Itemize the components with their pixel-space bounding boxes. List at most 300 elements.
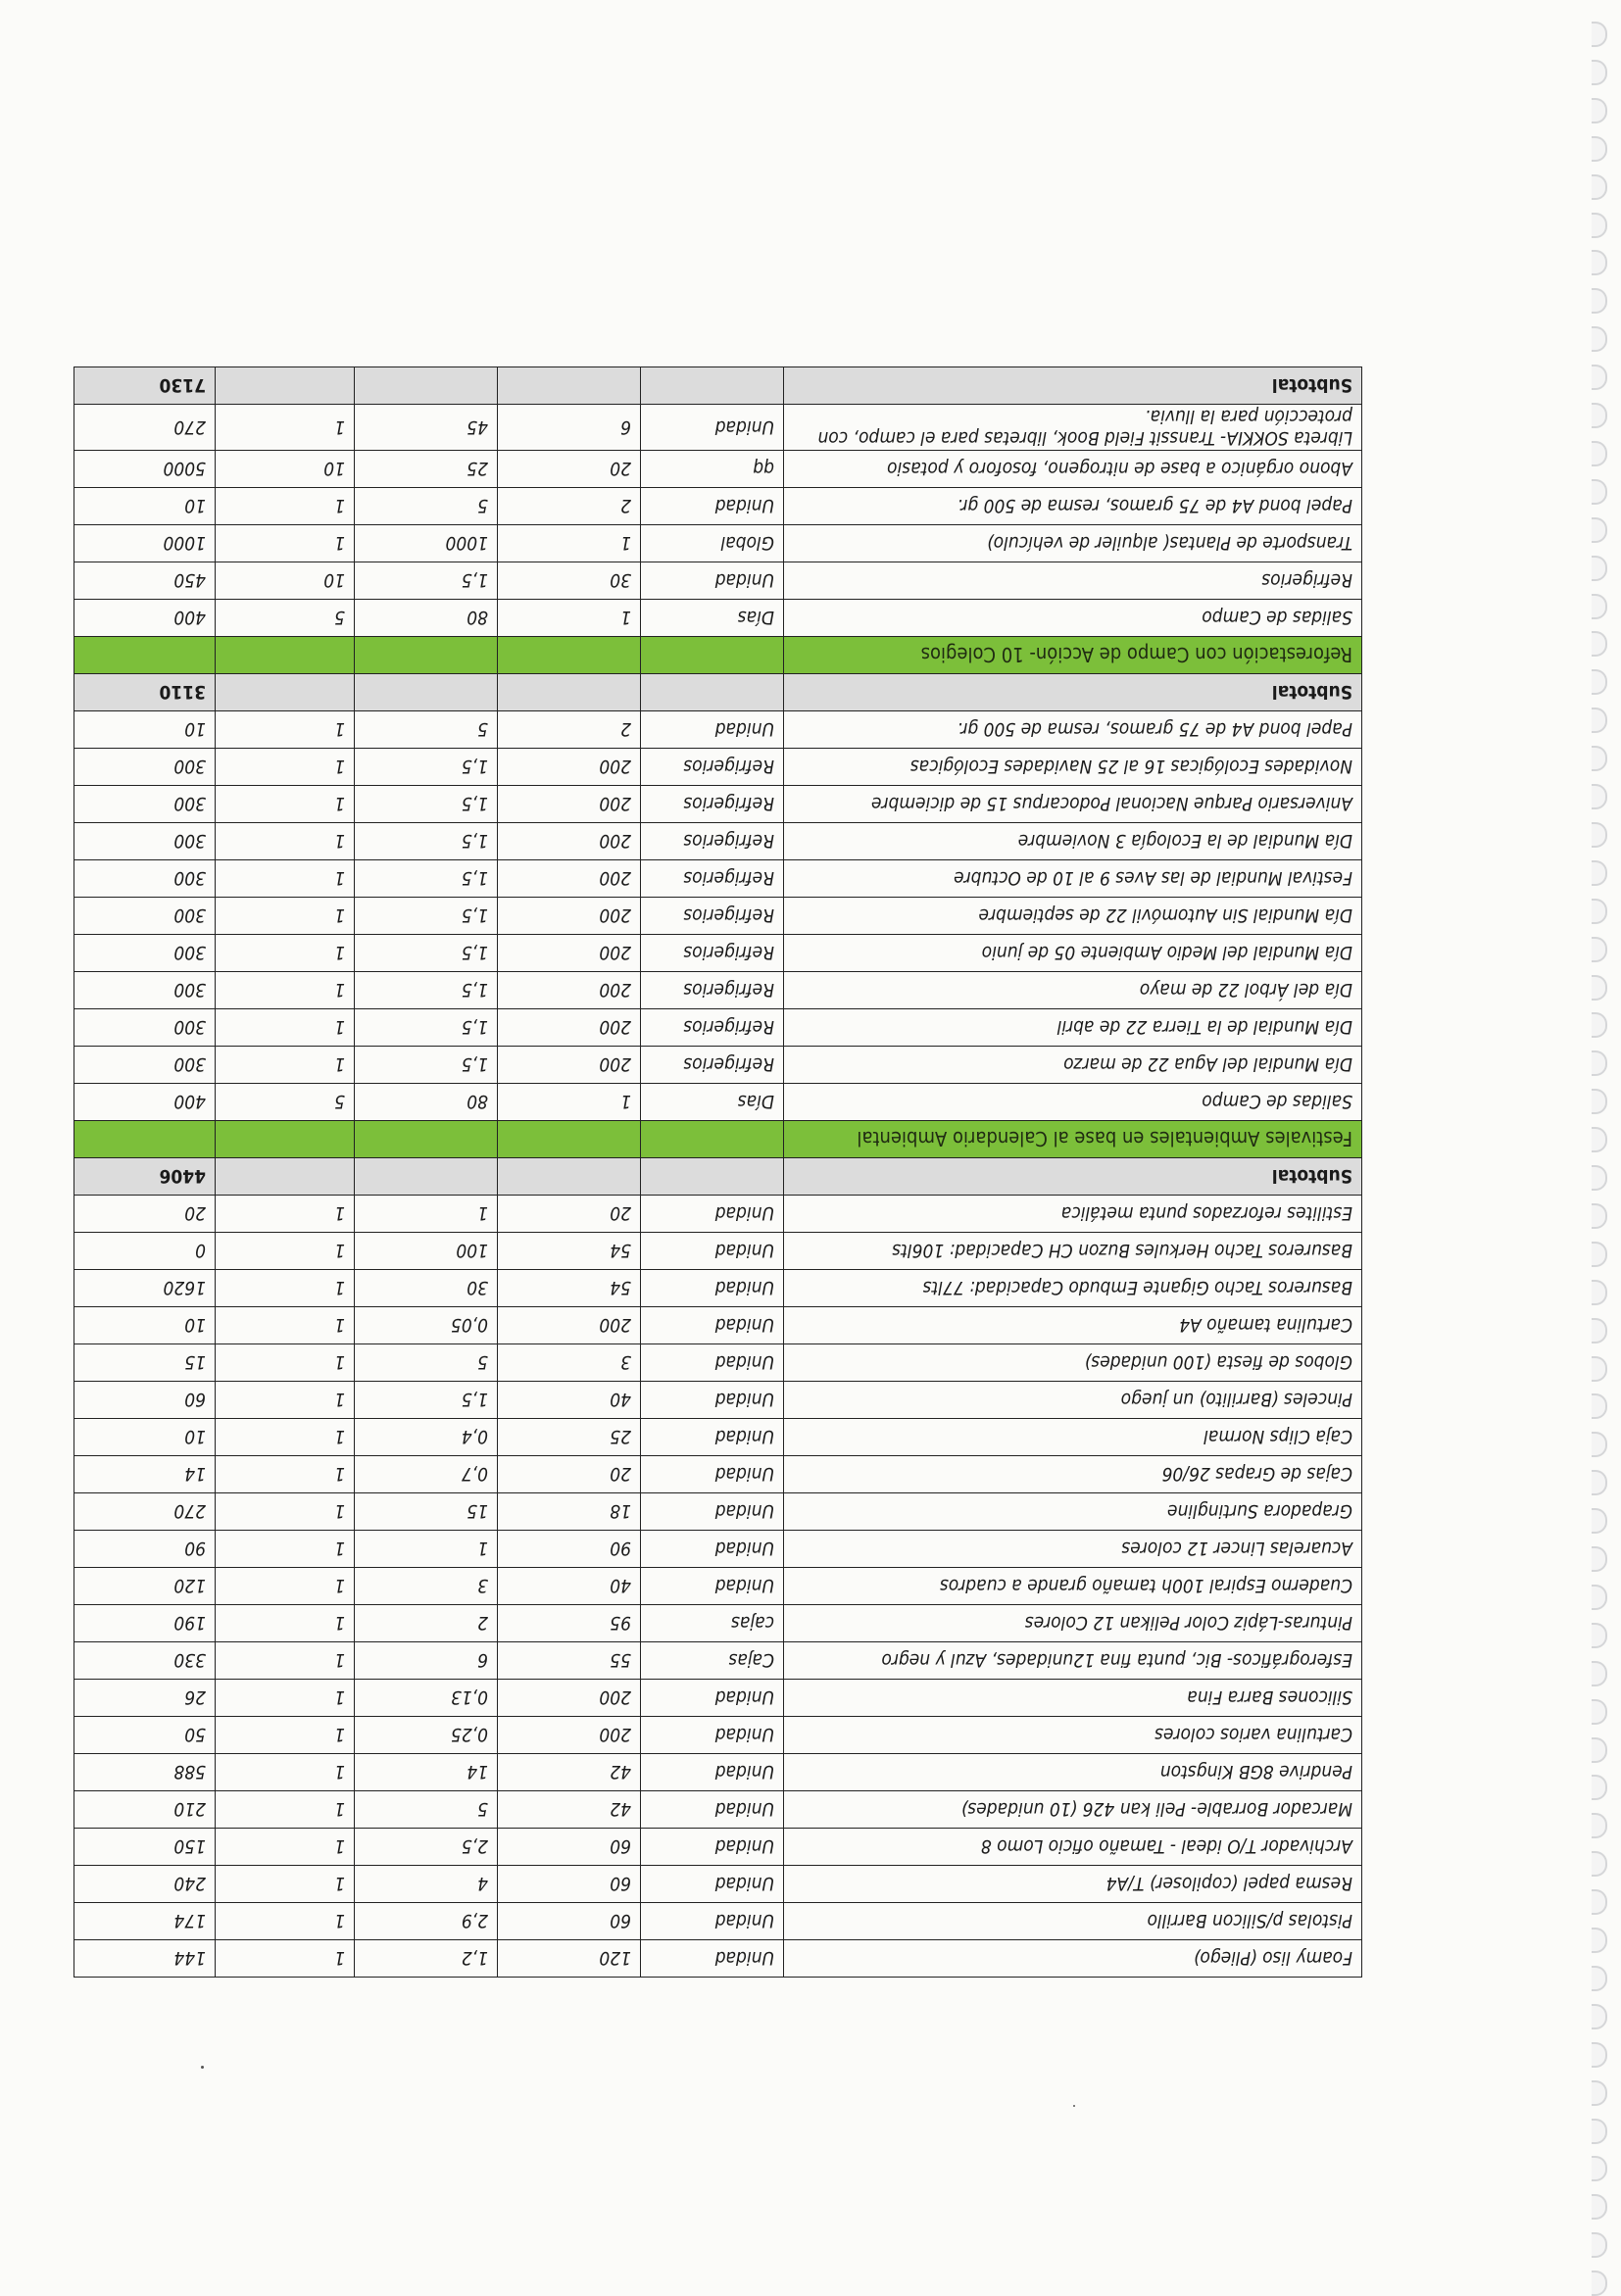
table-row: [74, 898, 1362, 935]
binder-hole: [1592, 1432, 1607, 1457]
cell-price: 15: [355, 1493, 498, 1531]
cell-price: 2,5: [355, 1829, 498, 1866]
subtotal-blank: [216, 1158, 355, 1196]
cell-unit: Unidad: [641, 1196, 784, 1233]
cell-unit: Cajas: [641, 1642, 784, 1680]
table-row: [74, 1754, 1362, 1791]
cell-qty: 200: [498, 1307, 641, 1344]
cell-price: 5: [355, 1791, 498, 1829]
cell-price: 1: [355, 1196, 498, 1233]
subtotal-blank: [216, 367, 355, 405]
subtotal-blank: [498, 1158, 641, 1196]
binder-hole: [1592, 1889, 1607, 1915]
cell-qty: 1: [498, 525, 641, 562]
cell-total: 0: [74, 1233, 216, 1270]
cell-desc: Transporte de Plantas( alquiler de vehículo): [784, 525, 1362, 562]
cell-price: 2,9: [355, 1903, 498, 1940]
cell-times: 1: [216, 1791, 355, 1829]
binder-hole: [1592, 556, 1607, 581]
subtotal-value: 3110: [74, 674, 216, 711]
subtotal-blank: [355, 674, 498, 711]
cell-desc: Estilites reforzados punta metálica: [784, 1196, 1362, 1233]
cell-unit: Unidad: [641, 562, 784, 600]
cell-unit: Refrigerios: [641, 823, 784, 860]
cell-desc: Esferográficos- Bic, punta fina 12unidades, Azul y negro: [784, 1642, 1362, 1680]
cell-unit: Unidad: [641, 1344, 784, 1382]
cell-price: 1000: [355, 525, 498, 562]
cell-qty: 200: [498, 1717, 641, 1754]
cell-desc: Papel bond A4 de 75 gramos, resma de 500 gr.: [784, 711, 1362, 749]
binder-hole: [1592, 479, 1607, 505]
cell-unit: Unidad: [641, 1531, 784, 1568]
cell-desc: Cuaderno Espiral 100h tamaño grande a cuadros: [784, 1568, 1362, 1605]
table-row: [74, 1866, 1362, 1903]
cell-total: 588: [74, 1754, 216, 1791]
cell-qty: 200: [498, 1009, 641, 1047]
binder-hole: [1592, 1089, 1607, 1114]
section-header-fill: [355, 637, 498, 674]
cell-qty: 54: [498, 1270, 641, 1307]
cell-price: 1,5: [355, 860, 498, 898]
subtotal-row: [74, 367, 1362, 405]
cell-unit: Refrigerios: [641, 786, 784, 823]
binder-hole: [1592, 784, 1607, 809]
cell-total: 120: [74, 1568, 216, 1605]
cell-desc: Papel bond A4 de 75 gramos, resma de 500 gr.: [784, 488, 1362, 525]
cell-price: 100: [355, 1233, 498, 1270]
binder-hole: [1592, 1661, 1607, 1686]
binder-hole: [1592, 1508, 1607, 1534]
cell-times: 10: [216, 451, 355, 488]
cell-qty: 18: [498, 1493, 641, 1531]
cell-total: 20: [74, 1196, 216, 1233]
cell-desc: Pinturas-Lápiz Color Pelikan 12 Colores: [784, 1605, 1362, 1642]
cell-price: 1,5: [355, 823, 498, 860]
subtotal-blank: [355, 1158, 498, 1196]
table-row: [74, 1903, 1362, 1940]
binder-hole: [1592, 1928, 1607, 1953]
cell-times: 1: [216, 1903, 355, 1940]
cell-qty: 40: [498, 1568, 641, 1605]
table-row: [74, 935, 1362, 972]
binder-hole: [1592, 22, 1607, 47]
cell-total: 10: [74, 1307, 216, 1344]
cell-total: 5000: [74, 451, 216, 488]
cell-desc: Foamy liso (Pliego): [784, 1940, 1362, 1978]
cell-times: 1: [216, 488, 355, 525]
binder-hole: [1592, 136, 1607, 162]
cell-total: 300: [74, 1047, 216, 1084]
cell-times: 1: [216, 1568, 355, 1605]
section-header-row: [74, 1121, 1362, 1158]
cell-unit: Unidad: [641, 1866, 784, 1903]
cell-desc: Día del Árbol 22 de mayo: [784, 972, 1362, 1009]
cell-unit: Unidad: [641, 1680, 784, 1717]
cell-total: 300: [74, 749, 216, 786]
cell-unit: Unidad: [641, 1419, 784, 1456]
section-header-fill: [498, 1121, 641, 1158]
cell-price: 1,5: [355, 972, 498, 1009]
cell-times: 1: [216, 1531, 355, 1568]
cell-desc: Caja Clips Normal: [784, 1419, 1362, 1456]
binder-hole: [1592, 2156, 1607, 2181]
cell-unit: Unidad: [641, 1903, 784, 1940]
cell-desc: Aniversario Parque Nacional Podocarpus 15 de diciembre: [784, 786, 1362, 823]
cell-times: 1: [216, 1419, 355, 1456]
binder-hole: [1592, 746, 1607, 771]
cell-desc: Día Mundial Sin Automóvil 22 de septiembre: [784, 898, 1362, 935]
subtotal-blank: [216, 674, 355, 711]
cell-times: 1: [216, 1047, 355, 1084]
subtotal-blank: [498, 367, 641, 405]
table-row: [74, 562, 1362, 600]
cell-times: 1: [216, 1829, 355, 1866]
cell-times: 1: [216, 1382, 355, 1419]
cell-qty: 40: [498, 1382, 641, 1419]
cell-price: 1: [355, 1531, 498, 1568]
cell-desc: Basureros Tacho Gigante Embudo Capacidad: 77lts: [784, 1270, 1362, 1307]
cell-qty: 200: [498, 823, 641, 860]
cell-qty: 200: [498, 860, 641, 898]
binder-hole: [1592, 822, 1607, 848]
binder-hole: [1592, 594, 1607, 619]
binder-hole: [1592, 975, 1607, 1001]
cell-desc: Día Mundial de la Tierra 22 de abril: [784, 1009, 1362, 1047]
table-row: [74, 1642, 1362, 1680]
table-row: [74, 1680, 1362, 1717]
table-row: [74, 1791, 1362, 1829]
cell-times: 1: [216, 1233, 355, 1270]
cell-desc: Grapadora Surtingline: [784, 1493, 1362, 1531]
section-header-fill: [498, 637, 641, 674]
table-row: [74, 786, 1362, 823]
table-row: [74, 1344, 1362, 1382]
cell-times: 1: [216, 1196, 355, 1233]
section-header-fill: [355, 1121, 498, 1158]
cell-unit: Refrigerios: [641, 1009, 784, 1047]
cell-unit: Unidad: [641, 711, 784, 749]
cell-qty: 42: [498, 1791, 641, 1829]
cell-desc: Festival Mundial de las Aves 9 al 10 de Octubre: [784, 860, 1362, 898]
section-header-fill: [216, 1121, 355, 1158]
cell-total: 15: [74, 1344, 216, 1382]
cell-qty: 200: [498, 1680, 641, 1717]
table-row: [74, 1531, 1362, 1568]
cell-unit: Unidad: [641, 1568, 784, 1605]
cell-times: 1: [216, 1680, 355, 1717]
cell-unit: Unidad: [641, 1754, 784, 1791]
cell-desc: Cartulina tamaño A4: [784, 1307, 1362, 1344]
section-header-fill: [216, 637, 355, 674]
paper-speck: [201, 2066, 204, 2069]
cell-times: 1: [216, 711, 355, 749]
cell-qty: 20: [498, 1456, 641, 1493]
cell-total: 240: [74, 1866, 216, 1903]
cell-times: 1: [216, 1456, 355, 1493]
subtotal-label: Subtotal: [784, 674, 1362, 711]
cell-price: 80: [355, 600, 498, 637]
binder-hole: [1592, 288, 1607, 314]
section-header-fill: [641, 1121, 784, 1158]
cell-price: 1,5: [355, 1009, 498, 1047]
cell-price: 0,7: [355, 1456, 498, 1493]
cell-times: 1: [216, 1754, 355, 1791]
table-row: [74, 1717, 1362, 1754]
section-header-fill: [74, 1121, 216, 1158]
cell-total: 10: [74, 711, 216, 749]
subtotal-label: Subtotal: [784, 1158, 1362, 1196]
cell-total: 1000: [74, 525, 216, 562]
subtotal-blank: [498, 674, 641, 711]
cell-total: 270: [74, 1493, 216, 1531]
cell-times: 1: [216, 1307, 355, 1344]
binder-hole: [1592, 98, 1607, 123]
table-row: [74, 1270, 1362, 1307]
cell-unit: Unidad: [641, 1493, 784, 1531]
section-title: Festivales Ambientales en base al Calendario Ambiental: [784, 1121, 1362, 1158]
cell-times: 1: [216, 1493, 355, 1531]
cell-qty: 200: [498, 898, 641, 935]
binder-hole: [1592, 708, 1607, 733]
cell-total: 26: [74, 1680, 216, 1717]
cell-qty: 95: [498, 1605, 641, 1642]
cell-total: 300: [74, 860, 216, 898]
binder-hole: [1592, 1470, 1607, 1495]
cell-times: 1: [216, 935, 355, 972]
budget-sheet: [74, 250, 1362, 1978]
binder-hole: [1592, 441, 1607, 466]
cell-desc: Marcador Borrable- Peli kan 426 (10 unidades): [784, 1791, 1362, 1829]
binder-hole: [1592, 669, 1607, 695]
binder-hole: [1592, 403, 1607, 428]
cell-total: 300: [74, 972, 216, 1009]
table-row: [74, 1568, 1362, 1605]
cell-unit: Unidad: [641, 1307, 784, 1344]
cell-price: 1,5: [355, 898, 498, 935]
cell-desc: Cajas de Grapas 26/06: [784, 1456, 1362, 1493]
table-row: [74, 1829, 1362, 1866]
table-row: [74, 1047, 1362, 1084]
cell-unit: Unidad: [641, 1829, 784, 1866]
cell-times: 1: [216, 1940, 355, 1978]
cell-unit: Refrigerios: [641, 1047, 784, 1084]
cell-qty: 60: [498, 1829, 641, 1866]
cell-price: 1,5: [355, 1047, 498, 1084]
binder-hole: [1592, 2004, 1607, 2029]
table-row: [74, 451, 1362, 488]
cell-total: 10: [74, 488, 216, 525]
cell-unit: Días: [641, 1084, 784, 1121]
binder-hole: [1592, 2119, 1607, 2144]
binder-hole: [1592, 326, 1607, 352]
cell-total: 10: [74, 1419, 216, 1456]
cell-times: 10: [216, 562, 355, 600]
subtotal-label: Subtotal: [784, 367, 1362, 405]
binder-hole: [1592, 860, 1607, 886]
cell-qty: 42: [498, 1754, 641, 1791]
cell-unit: Unidad: [641, 1791, 784, 1829]
binder-hole: [1592, 1546, 1607, 1572]
cell-times: 1: [216, 823, 355, 860]
binder-hole: [1592, 1012, 1607, 1038]
cell-qty: 1: [498, 1084, 641, 1121]
binder-hole: [1592, 365, 1607, 390]
table-row: [74, 1009, 1362, 1047]
binder-hole: [1592, 1851, 1607, 1877]
cell-unit: Refrigerios: [641, 898, 784, 935]
cell-price: 30: [355, 1270, 498, 1307]
binder-hole: [1592, 631, 1607, 657]
cell-unit: cajas: [641, 1605, 784, 1642]
cell-total: 174: [74, 1903, 216, 1940]
cell-price: 1,5: [355, 1382, 498, 1419]
cell-times: 1: [216, 749, 355, 786]
cell-qty: 200: [498, 786, 641, 823]
cell-qty: 30: [498, 562, 641, 600]
table-row: [74, 823, 1362, 860]
cell-desc: Refrigerios: [784, 562, 1362, 600]
cell-qty: 120: [498, 1940, 641, 1978]
subtotal-blank: [641, 1158, 784, 1196]
cell-unit: Refrigerios: [641, 749, 784, 786]
table-row: [74, 1307, 1362, 1344]
cell-desc: Cartulina varios colores: [784, 1717, 1362, 1754]
cell-total: 300: [74, 786, 216, 823]
binder-hole: [1592, 174, 1607, 200]
table-row: [74, 711, 1362, 749]
cell-total: 144: [74, 1940, 216, 1978]
subtotal-blank: [641, 367, 784, 405]
table-row: [74, 405, 1362, 451]
section-header-fill: [641, 637, 784, 674]
table-row: [74, 1196, 1362, 1233]
binder-hole: [1592, 1203, 1607, 1229]
cell-unit: Días: [641, 600, 784, 637]
budget-table: [74, 366, 1362, 1978]
table-row: [74, 525, 1362, 562]
cell-desc: Día Mundial de la Ecología 3 Noviembre: [784, 823, 1362, 860]
cell-unit: Unidad: [641, 1456, 784, 1493]
cell-price: 5: [355, 488, 498, 525]
cell-qty: 1: [498, 600, 641, 637]
cell-total: 210: [74, 1791, 216, 1829]
binder-hole: [1592, 1737, 1607, 1763]
cell-unit: Unidad: [641, 1270, 784, 1307]
cell-times: 1: [216, 972, 355, 1009]
cell-desc: Globos de fiesta (100 unidades): [784, 1344, 1362, 1382]
cell-times: 1: [216, 1642, 355, 1680]
cell-qty: 6: [498, 405, 641, 451]
binder-hole: [1592, 1623, 1607, 1648]
cell-total: 300: [74, 935, 216, 972]
table-row: [74, 1493, 1362, 1531]
cell-unit: Refrigerios: [641, 972, 784, 1009]
table-row: [74, 1605, 1362, 1642]
cell-price: 0,4: [355, 1419, 498, 1456]
cell-price: 6: [355, 1642, 498, 1680]
table-row: [74, 1084, 1362, 1121]
binder-hole: [1592, 899, 1607, 924]
binder-hole: [1592, 1813, 1607, 1838]
cell-price: 5: [355, 711, 498, 749]
cell-times: 1: [216, 786, 355, 823]
cell-price: 14: [355, 1754, 498, 1791]
cell-desc: Libreta SOKKIA- Transsit Field Book, libretas para el campo, con protección para la lluvia.: [784, 405, 1362, 451]
cell-price: 1,5: [355, 786, 498, 823]
cell-total: 300: [74, 1009, 216, 1047]
cell-times: 1: [216, 860, 355, 898]
cell-qty: 2: [498, 711, 641, 749]
cell-price: 2: [355, 1605, 498, 1642]
cell-price: 1,5: [355, 749, 498, 786]
section-title: Reforestación con Campo de Acción- 10 Colegios: [784, 637, 1362, 674]
subtotal-value: 4406: [74, 1158, 216, 1196]
table-row: [74, 1382, 1362, 1419]
binder-hole: [1592, 1280, 1607, 1305]
cell-qty: 200: [498, 1047, 641, 1084]
cell-total: 300: [74, 898, 216, 935]
cell-total: 150: [74, 1829, 216, 1866]
cell-desc: Pinceles (Barrilito) un juego: [784, 1382, 1362, 1419]
cell-times: 1: [216, 1009, 355, 1047]
table-row: [74, 488, 1362, 525]
cell-total: 400: [74, 1084, 216, 1121]
binder-hole: [1592, 1775, 1607, 1800]
cell-times: 5: [216, 600, 355, 637]
cell-qty: 54: [498, 1233, 641, 1270]
section-header-row: [74, 637, 1362, 674]
section-header-fill: [74, 637, 216, 674]
cell-times: 1: [216, 1717, 355, 1754]
cell-times: 1: [216, 405, 355, 451]
cell-desc: Pistolas p/Silicon Barrillo: [784, 1903, 1362, 1940]
binder-hole: [1592, 1242, 1607, 1267]
cell-desc: Resma papel (copiloser) T/A4: [784, 1866, 1362, 1903]
cell-price: 45: [355, 405, 498, 451]
cell-total: 270: [74, 405, 216, 451]
cell-qty: 60: [498, 1903, 641, 1940]
cell-desc: Salidas de Campo: [784, 1084, 1362, 1121]
table-row: [74, 860, 1362, 898]
binder-hole: [1592, 2194, 1607, 2220]
cell-total: 300: [74, 823, 216, 860]
binder-hole: [1592, 1127, 1607, 1152]
cell-qty: 200: [498, 935, 641, 972]
binder-hole: [1592, 1318, 1607, 1343]
cell-price: 3: [355, 1568, 498, 1605]
binder-hole: [1592, 517, 1607, 543]
cell-total: 14: [74, 1456, 216, 1493]
subtotal-row: [74, 674, 1362, 711]
cell-price: 80: [355, 1084, 498, 1121]
cell-qty: 20: [498, 1196, 641, 1233]
cell-unit: Unidad: [641, 488, 784, 525]
cell-times: 1: [216, 898, 355, 935]
cell-price: 25: [355, 451, 498, 488]
cell-desc: Acuarelas Lincer 12 colores: [784, 1531, 1362, 1568]
cell-total: 330: [74, 1642, 216, 1680]
binder-hole: [1592, 937, 1607, 962]
cell-desc: Basureros Tacho Herkules Buzon CH Capacidad: 106lts: [784, 1233, 1362, 1270]
binder-hole: [1592, 1356, 1607, 1382]
cell-qty: 25: [498, 1419, 641, 1456]
cell-desc: Día Mundial del Agua 22 de marzo: [784, 1047, 1362, 1084]
table-row: [74, 749, 1362, 786]
cell-qty: 3: [498, 1344, 641, 1382]
cell-unit: Global: [641, 525, 784, 562]
cell-qty: 200: [498, 972, 641, 1009]
cell-desc: Día Mundial del Medio Ambiente 05 de junio: [784, 935, 1362, 972]
